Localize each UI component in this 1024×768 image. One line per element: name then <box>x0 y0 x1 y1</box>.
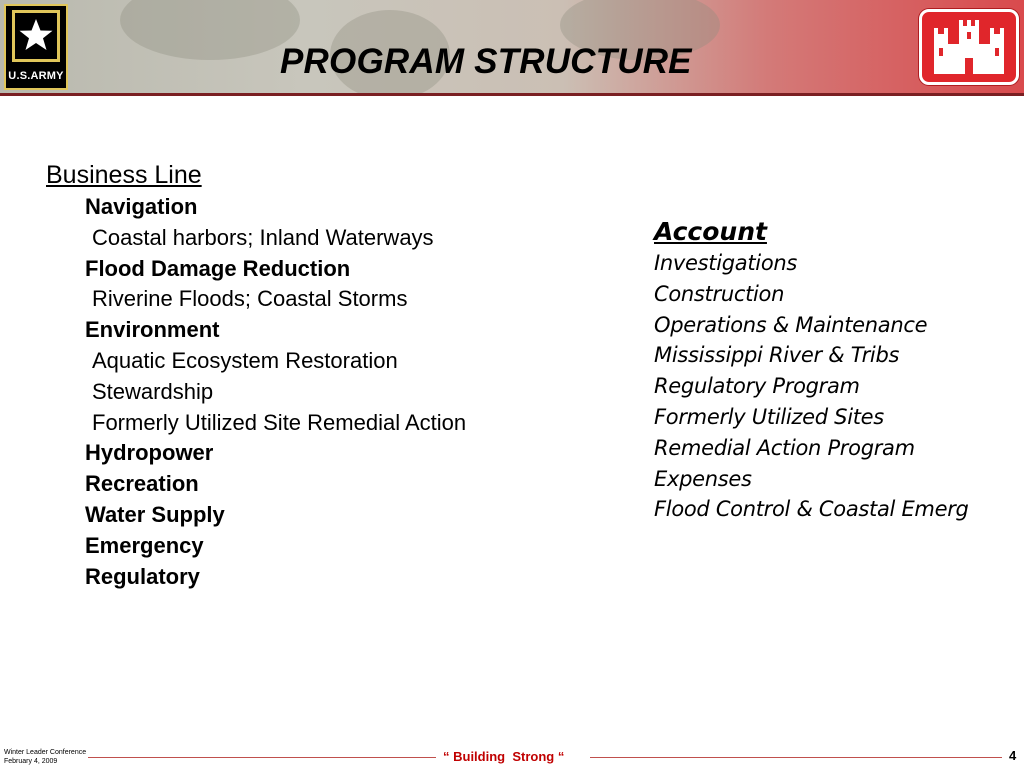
business-line-category: Navigation <box>85 194 198 219</box>
business-line-category: Environment <box>85 317 220 343</box>
footer-conference-info <box>4 748 86 766</box>
star-icon-frame <box>12 10 60 62</box>
account-item: Expenses <box>654 466 752 491</box>
account-list <box>654 248 969 525</box>
business-line-category: Recreation <box>85 471 199 497</box>
account-item: Construction <box>654 281 785 306</box>
account-item: Operations & Maintenance <box>654 312 928 337</box>
account-item: Formerly Utilized Sites <box>654 404 884 429</box>
corps-of-engineers-castle-logo <box>919 9 1019 85</box>
account-item: Investigations <box>654 251 798 275</box>
business-line-heading: Business Line <box>46 161 202 189</box>
business-line-category: Regulatory <box>85 563 200 589</box>
account-item: Flood Control & Coastal Emerg <box>654 497 969 522</box>
business-line-subitem: Stewardship <box>92 378 214 404</box>
page-number: 4 <box>1009 748 1017 763</box>
account-item: Remedial Action Program <box>654 435 915 460</box>
footer-slogan: “ Building Strong “ <box>443 749 565 764</box>
map-background <box>120 0 300 60</box>
footer-divider-right <box>590 757 1002 758</box>
business-line-subitem: Formerly Utilized Site Remedial Action <box>92 409 467 435</box>
business-line-subitem: Riverine Floods; Coastal Storms <box>92 286 408 312</box>
star-icon <box>18 17 54 53</box>
account-heading: Account <box>654 217 767 246</box>
header-divider <box>0 93 1024 96</box>
business-line-category: Flood Damage Reduction <box>85 255 351 281</box>
page-title: PROGRAM STRUCTURE <box>280 42 692 81</box>
footer-divider-left <box>88 757 436 758</box>
footer-conference-name: Winter Leader Conference <box>4 749 87 756</box>
business-line-section <box>46 160 466 592</box>
account-item: Mississippi River & Tribs <box>654 343 900 368</box>
business-line-list <box>46 192 466 592</box>
header-banner <box>0 0 1024 96</box>
business-line-category: Emergency <box>85 532 204 558</box>
business-line-subitem: Coastal harbors; Inland Waterways <box>92 224 434 250</box>
us-army-logo <box>4 4 68 90</box>
castle-icon <box>932 20 1006 76</box>
account-item: Regulatory Program <box>654 374 860 399</box>
business-line-category: Water Supply <box>85 501 225 527</box>
business-line-category: Hydropower <box>85 440 214 466</box>
business-line-subitem: Aquatic Ecosystem Restoration <box>92 347 398 373</box>
army-logo-label: U.S.ARMY <box>8 70 64 82</box>
footer-date: February 4, 2009 <box>4 758 58 765</box>
account-section <box>654 216 969 525</box>
